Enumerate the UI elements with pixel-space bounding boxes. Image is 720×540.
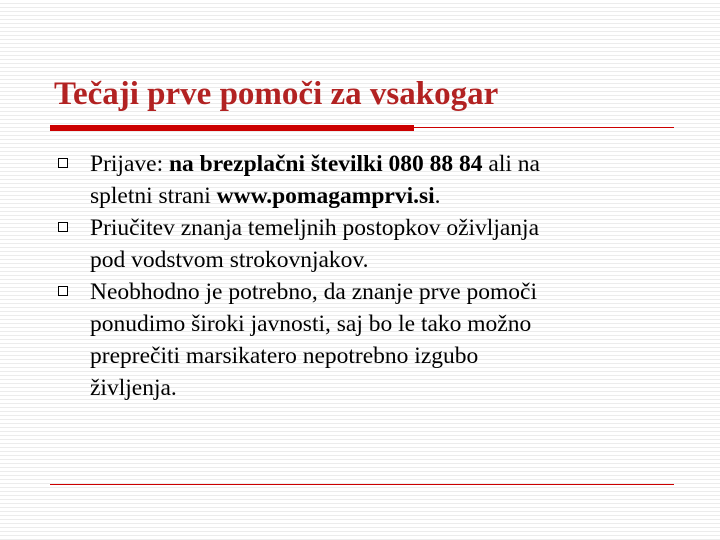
bullet-text-line	[90, 276, 694, 308]
bullet-text: Neobhodno je potrebno, da znanje prve pomoči	[90, 279, 538, 305]
title-underline-thick	[50, 125, 414, 131]
bullet-text: spletni strani	[90, 183, 217, 209]
bullet-text-line	[90, 308, 694, 340]
bullet-text: ponudimo široki javnosti, saj bo le tako možno	[90, 311, 532, 337]
bullet-text-line	[90, 148, 694, 180]
bullet-text: pod vodstvom strokovnjakov.	[90, 247, 369, 273]
slide-title: Tečaji prve pomoči za vsakogar	[54, 76, 499, 112]
bullet-text-line	[90, 180, 694, 212]
square-bullet-icon	[58, 222, 68, 232]
bullet-text-line	[90, 372, 694, 404]
bullet-text-bold: www.pomagamprvi.si	[216, 183, 435, 209]
bottom-divider	[50, 484, 674, 485]
bullet-text: Prijave:	[90, 151, 169, 177]
bullet-text-line	[90, 340, 694, 372]
bullet-item	[54, 212, 694, 276]
bullet-text-line	[90, 244, 694, 276]
bullet-text: življenja.	[90, 375, 177, 401]
title-underline-thin	[414, 127, 674, 128]
square-bullet-icon	[58, 286, 68, 296]
bullet-text: ali na	[482, 151, 540, 177]
bullet-text: .	[434, 183, 441, 209]
bullet-item	[54, 276, 694, 404]
bullet-text-line	[90, 212, 694, 244]
bullet-text: Priučitev znanja temeljnih postopkov oživljanja	[90, 215, 540, 241]
bullet-text: preprečiti marsikatero nepotrebno izgubo	[90, 343, 479, 369]
square-bullet-icon	[58, 158, 68, 168]
bullet-item	[54, 148, 694, 212]
bullet-text-bold: na brezplačni številki 080 88 84	[168, 151, 483, 177]
bullet-list	[54, 148, 694, 404]
